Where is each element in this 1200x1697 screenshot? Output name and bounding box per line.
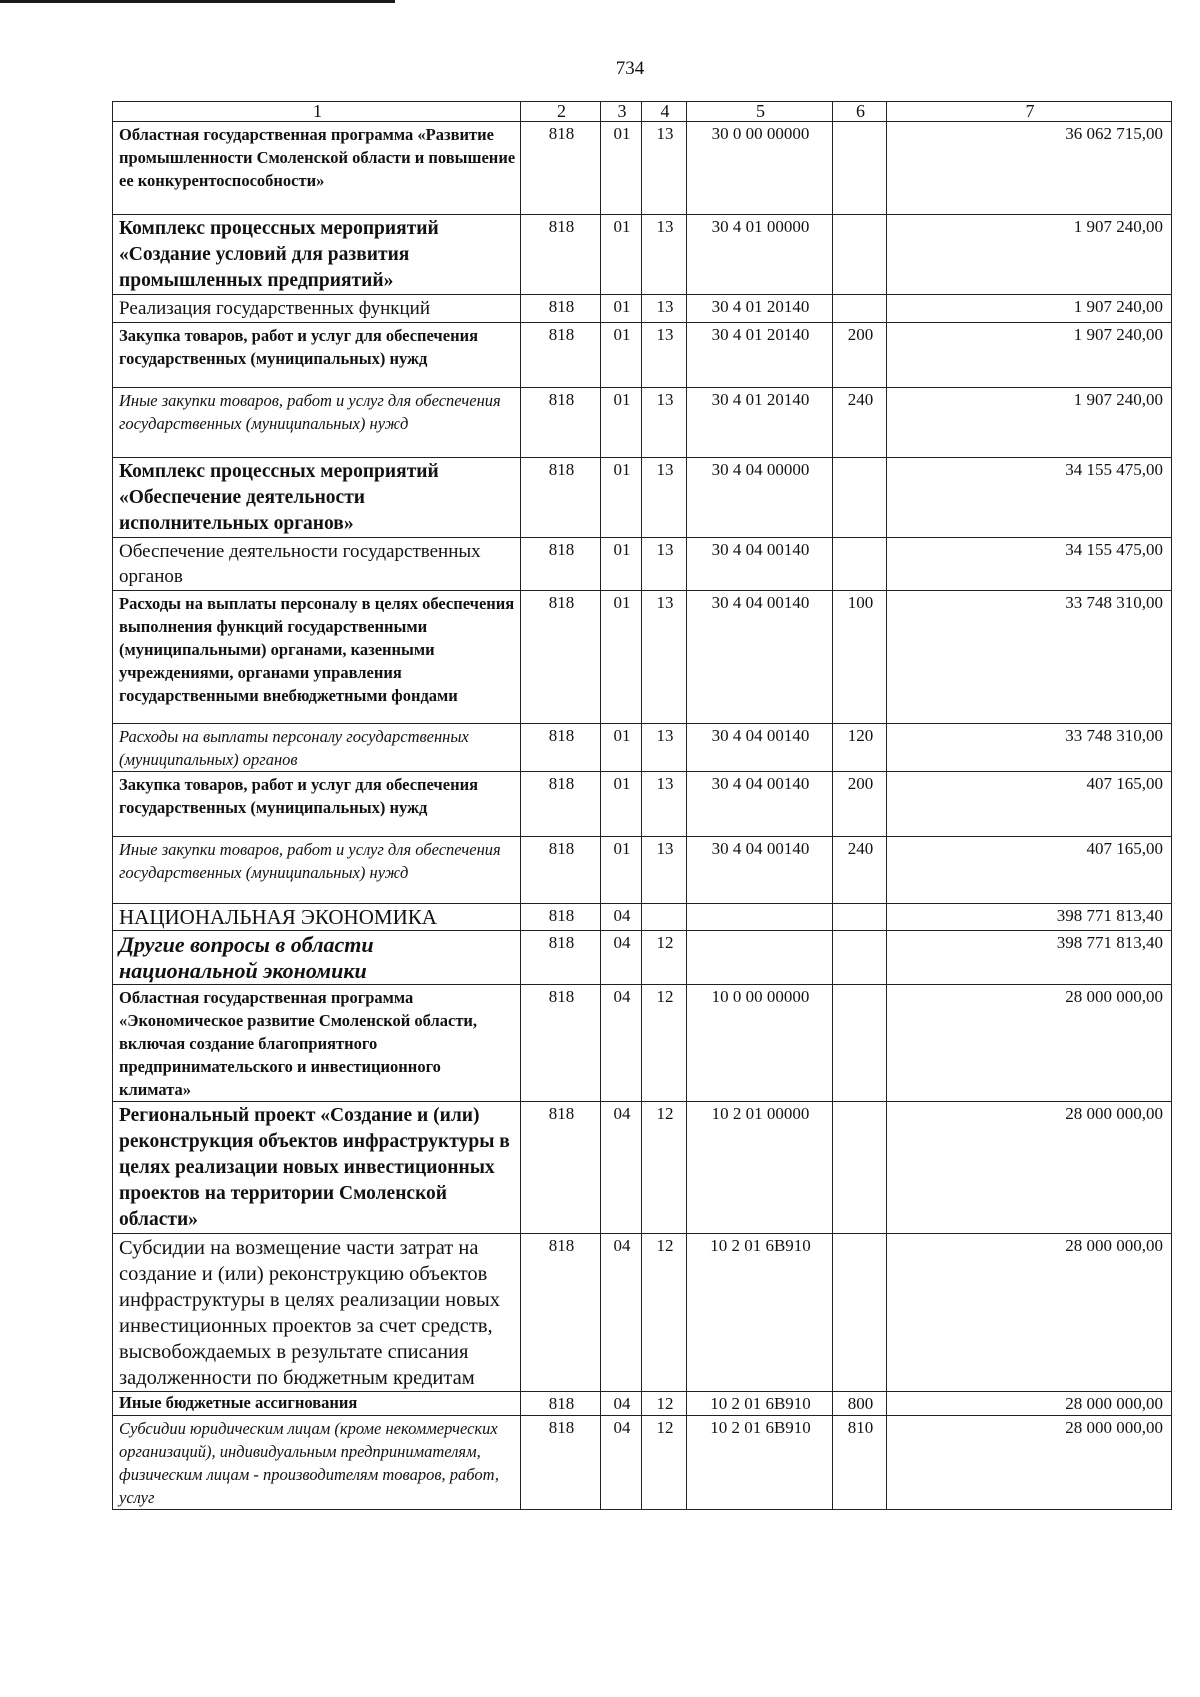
- amount: 1 907 240,00: [887, 215, 1172, 295]
- expense-type-code: [833, 122, 887, 215]
- amount: 28 000 000,00: [887, 1415, 1172, 1509]
- ministry-code: 818: [521, 984, 601, 1101]
- section-code: 04: [601, 984, 642, 1101]
- table-row: [113, 1391, 1172, 1415]
- expense-type-code: [833, 1101, 887, 1233]
- expense-type-code: 100: [833, 590, 887, 723]
- target-article-code: 10 2 01 6В910: [687, 1415, 833, 1509]
- ministry-code: 818: [521, 1391, 601, 1415]
- section-code: 04: [601, 1415, 642, 1509]
- subsection-code: 13: [642, 322, 687, 387]
- expense-type-code: [833, 215, 887, 295]
- subsection-code: 12: [642, 1391, 687, 1415]
- ministry-code: 818: [521, 295, 601, 323]
- expense-type-code: 810: [833, 1415, 887, 1509]
- ministry-code: 818: [521, 590, 601, 723]
- target-article-code: 30 4 04 00140: [687, 723, 833, 771]
- ministry-code: 818: [521, 1415, 601, 1509]
- table-row: [113, 387, 1172, 457]
- section-code: 01: [601, 322, 642, 387]
- section-code: 04: [601, 903, 642, 930]
- header-cell-6: 6: [833, 102, 887, 122]
- subsection-code: 12: [642, 1233, 687, 1391]
- table-body: [113, 102, 1172, 1510]
- amount: 28 000 000,00: [887, 984, 1172, 1101]
- target-article-code: 30 4 04 00140: [687, 771, 833, 836]
- expense-type-code: 800: [833, 1391, 887, 1415]
- subsection-code: 13: [642, 215, 687, 295]
- table-row: [113, 930, 1172, 984]
- subsection-code: 13: [642, 590, 687, 723]
- target-article-code: 30 4 01 20140: [687, 295, 833, 323]
- amount: 34 155 475,00: [887, 537, 1172, 590]
- table-row: [113, 984, 1172, 1101]
- row-description: Расходы на выплаты персоналу в целях обеспечения выполнения функций государственными (муниципальными) органами, казенными учреждениями, органами управления государственными внебюджетными фондами: [113, 590, 521, 723]
- row-description: Субсидии на возмещение части затрат на создание и (или) реконструкцию объектов инфраструктуры в целях реализации новых инвестиционных проектов за счет средств, высвобождаемых в результате списания задолженности по бюджетным кредитам: [113, 1233, 521, 1391]
- expense-type-code: 200: [833, 771, 887, 836]
- row-description: Субсидии юридическим лицам (кроме некоммерческих организаций), индивидуальным предпринимателям, физическим лицам - производителям товаров, работ, услуг: [113, 1415, 521, 1509]
- expense-type-code: [833, 295, 887, 323]
- section-code: 01: [601, 215, 642, 295]
- table-row: [113, 457, 1172, 537]
- ministry-code: 818: [521, 1101, 601, 1233]
- header-cell-4: 4: [642, 102, 687, 122]
- row-description: Другие вопросы в области национальной экономики: [113, 930, 521, 984]
- expense-type-code: [833, 984, 887, 1101]
- target-article-code: 10 2 01 00000: [687, 1101, 833, 1233]
- section-code: 01: [601, 836, 642, 903]
- row-description: НАЦИОНАЛЬНАЯ ЭКОНОМИКА: [113, 903, 521, 930]
- row-description: Закупка товаров, работ и услуг для обеспечения государственных (муниципальных) нужд: [113, 322, 521, 387]
- expense-type-code: [833, 903, 887, 930]
- row-description: Областная государственная программа «Экономическое развитие Смоленской области, включая создание благоприятного предпринимательского и инвестиционного климата»: [113, 984, 521, 1101]
- target-article-code: [687, 930, 833, 984]
- table-row: [113, 537, 1172, 590]
- row-description: Иные закупки товаров, работ и услуг для обеспечения государственных (муниципальных) нужд: [113, 836, 521, 903]
- amount: 28 000 000,00: [887, 1391, 1172, 1415]
- ministry-code: 818: [521, 930, 601, 984]
- table-row: [113, 903, 1172, 930]
- ministry-code: 818: [521, 215, 601, 295]
- header-cell-7: 7: [887, 102, 1172, 122]
- table-row: [113, 1415, 1172, 1509]
- target-article-code: 30 4 04 00140: [687, 537, 833, 590]
- expense-type-code: [833, 537, 887, 590]
- amount: 398 771 813,40: [887, 930, 1172, 984]
- subsection-code: 12: [642, 1415, 687, 1509]
- amount: 34 155 475,00: [887, 457, 1172, 537]
- amount: 407 165,00: [887, 771, 1172, 836]
- header-cell-2: 2: [521, 102, 601, 122]
- row-description: Иные закупки товаров, работ и услуг для обеспечения государственных (муниципальных) нужд: [113, 387, 521, 457]
- subsection-code: 13: [642, 723, 687, 771]
- target-article-code: 30 4 01 00000: [687, 215, 833, 295]
- table-row: [113, 215, 1172, 295]
- ministry-code: 818: [521, 771, 601, 836]
- target-article-code: [687, 903, 833, 930]
- table-row: [113, 723, 1172, 771]
- amount: 1 907 240,00: [887, 322, 1172, 387]
- subsection-code: 13: [642, 295, 687, 323]
- target-article-code: 10 2 01 6В910: [687, 1233, 833, 1391]
- row-description: Комплекс процессных мероприятий «Обеспечение деятельности исполнительных органов»: [113, 457, 521, 537]
- amount: 28 000 000,00: [887, 1101, 1172, 1233]
- table-row: [113, 836, 1172, 903]
- amount: 33 748 310,00: [887, 590, 1172, 723]
- subsection-code: [642, 903, 687, 930]
- subsection-code: 12: [642, 984, 687, 1101]
- amount: 33 748 310,00: [887, 723, 1172, 771]
- expense-type-code: 200: [833, 322, 887, 387]
- table-row: [113, 295, 1172, 323]
- section-code: 01: [601, 771, 642, 836]
- target-article-code: 30 4 04 00000: [687, 457, 833, 537]
- amount: 1 907 240,00: [887, 295, 1172, 323]
- section-code: 01: [601, 590, 642, 723]
- amount: 1 907 240,00: [887, 387, 1172, 457]
- ministry-code: 818: [521, 723, 601, 771]
- table-row: [113, 322, 1172, 387]
- amount: 28 000 000,00: [887, 1233, 1172, 1391]
- section-code: 01: [601, 457, 642, 537]
- subsection-code: 13: [642, 771, 687, 836]
- row-description: Областная государственная программа «Развитие промышленности Смоленской области и повышение ее конкурентоспособности»: [113, 122, 521, 215]
- header-cell-3: 3: [601, 102, 642, 122]
- target-article-code: 30 0 00 00000: [687, 122, 833, 215]
- subsection-code: 12: [642, 930, 687, 984]
- target-article-code: 10 0 00 00000: [687, 984, 833, 1101]
- row-description: Расходы на выплаты персоналу государственных (муниципальных) органов: [113, 723, 521, 771]
- ministry-code: 818: [521, 322, 601, 387]
- section-code: 04: [601, 930, 642, 984]
- subsection-code: 13: [642, 537, 687, 590]
- expense-type-code: 120: [833, 723, 887, 771]
- header-row: [113, 102, 1172, 122]
- table-row: [113, 771, 1172, 836]
- expense-type-code: [833, 1233, 887, 1391]
- section-code: 01: [601, 537, 642, 590]
- expense-type-code: 240: [833, 836, 887, 903]
- table-row: [113, 1101, 1172, 1233]
- amount: 36 062 715,00: [887, 122, 1172, 215]
- section-code: 04: [601, 1101, 642, 1233]
- header-cell-1: 1: [113, 102, 521, 122]
- subsection-code: 13: [642, 122, 687, 215]
- scan-edge-line: [0, 0, 395, 3]
- section-code: 01: [601, 295, 642, 323]
- target-article-code: 10 2 01 6В910: [687, 1391, 833, 1415]
- amount: 407 165,00: [887, 836, 1172, 903]
- row-description: Региональный проект «Создание и (или) реконструкция объектов инфраструктуры в целях реализации новых инвестиционных проектов на территории Смоленской области»: [113, 1101, 521, 1233]
- target-article-code: 30 4 04 00140: [687, 590, 833, 723]
- row-description: Комплекс процессных мероприятий «Создание условий для развития промышленных предприятий»: [113, 215, 521, 295]
- table-row: [113, 122, 1172, 215]
- row-description: Реализация государственных функций: [113, 295, 521, 323]
- header-cell-5: 5: [687, 102, 833, 122]
- budget-table: [112, 101, 1172, 1510]
- section-code: 01: [601, 723, 642, 771]
- row-description: Иные бюджетные ассигнования: [113, 1391, 521, 1415]
- ministry-code: 818: [521, 836, 601, 903]
- target-article-code: 30 4 04 00140: [687, 836, 833, 903]
- subsection-code: 13: [642, 387, 687, 457]
- target-article-code: 30 4 01 20140: [687, 387, 833, 457]
- ministry-code: 818: [521, 903, 601, 930]
- section-code: 04: [601, 1391, 642, 1415]
- expense-type-code: [833, 457, 887, 537]
- section-code: 01: [601, 387, 642, 457]
- amount: 398 771 813,40: [887, 903, 1172, 930]
- row-description: Закупка товаров, работ и услуг для обеспечения государственных (муниципальных) нужд: [113, 771, 521, 836]
- ministry-code: 818: [521, 457, 601, 537]
- subsection-code: 12: [642, 1101, 687, 1233]
- ministry-code: 818: [521, 122, 601, 215]
- target-article-code: 30 4 01 20140: [687, 322, 833, 387]
- ministry-code: 818: [521, 387, 601, 457]
- subsection-code: 13: [642, 457, 687, 537]
- subsection-code: 13: [642, 836, 687, 903]
- table-row: [113, 1233, 1172, 1391]
- section-code: 04: [601, 1233, 642, 1391]
- ministry-code: 818: [521, 537, 601, 590]
- ministry-code: 818: [521, 1233, 601, 1391]
- expense-type-code: 240: [833, 387, 887, 457]
- row-description: Обеспечение деятельности государственных органов: [113, 537, 521, 590]
- page-number: 734: [615, 58, 645, 79]
- expense-type-code: [833, 930, 887, 984]
- section-code: 01: [601, 122, 642, 215]
- table-row: [113, 590, 1172, 723]
